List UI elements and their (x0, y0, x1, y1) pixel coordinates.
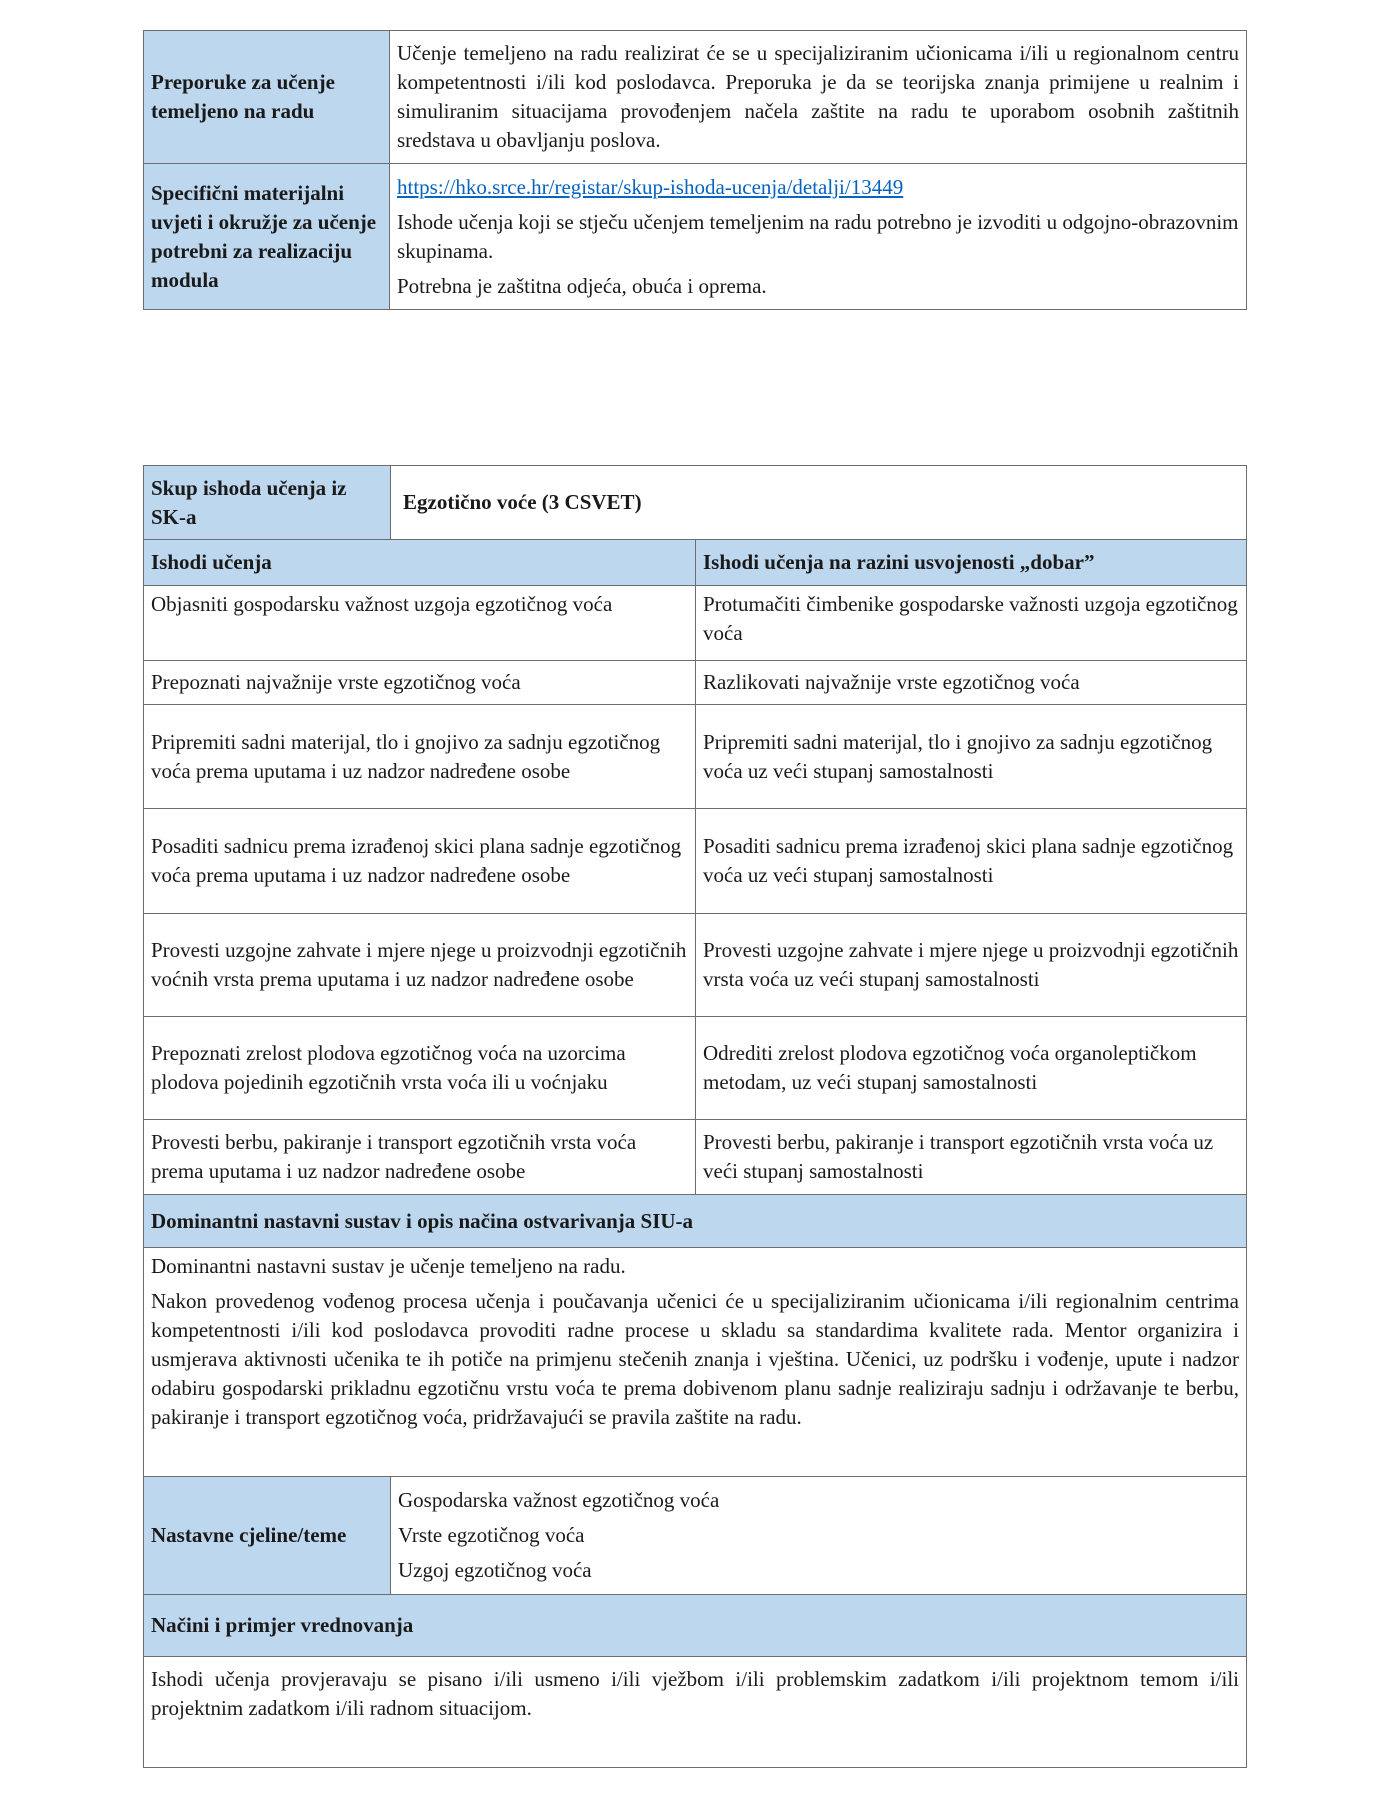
row-label: Preporuke za učenje temeljeno na radu (144, 31, 390, 164)
unit-item: Gospodarska važnost egzotičnog voća (398, 1488, 720, 1512)
unit-item: Uzgoj egzotičnog voća (398, 1558, 592, 1582)
unit-item: Vrste egzotičnog voća (398, 1523, 585, 1547)
evaluation-text: Ishodi učenja provjeravaju se pisano i/ili usmeno i/ili vježbom i/ili problemskim zadatkom i/ili projektnom temom i/ili projektnim zadatkom i/ili radnom situacijom. (144, 1657, 1247, 1768)
dominant-description (144, 1248, 1247, 1477)
outcome: Provesti uzgojne zahvate i mjere njege u proizvodnji egzotičnih voćnih vrsta prema uputama i uz nadzor nadređene osobe (144, 914, 696, 1017)
outcome: Objasniti gospodarsku važnost uzgoja egzotičnog voća (144, 586, 696, 661)
outcome: Prepoznati najvažnije vrste egzotičnog voća (144, 661, 696, 705)
outcome-good: Odrediti zrelost plodova egzotičnog voća organoleptičkom metodam, uz veći stupanj samostalnosti (696, 1017, 1247, 1120)
outcome-good: Provesti berbu, pakiranje i transport egzotičnih vrsta voća uz veći stupanj samostalnosti (696, 1120, 1247, 1195)
col1-header: Ishodi učenja (144, 540, 696, 586)
outcome-good: Provesti uzgojne zahvate i mjere njege u proizvodnji egzotičnih vrsta voća uz veći stupanj samostalnosti (696, 914, 1247, 1017)
paragraph: Nakon provedenog vođenog procesa učenja i poučavanja učenici će u specijaliziranim učionicama i/ili regionalnim centrima kompetentnosti i/ili kod poslodavca provoditi radne procese u skladu sa standardima kvalitete rada. Mentor organizira i usmjerava aktivnosti učenika te ih potiče na primjenu stečenih znanja i vještina. Učenici, uz podršku i vođenje, upute i nadzor odabiru gospodarski prikladnu egzotičnu vrstu voća te prema dobivenom planu sadnje realiziraju sadnju i održavanje te berbu, pakiranje i transport egzotičnog voća, pridržavajući se pravila zaštite na radu. (151, 1289, 1239, 1429)
outcome-good: Posaditi sadnicu prema izrađenoj skici plana sadnje egzotičnog voća uz veći stupanj samostalnosti (696, 809, 1247, 914)
col2-header: Ishodi učenja na razini usvojenosti „dobar” (696, 540, 1247, 586)
outcome: Pripremiti sadni materijal, tlo i gnojivo za sadnju egzotičnog voća prema uputama i uz nadzor nadređene osobe (144, 705, 696, 809)
paragraph: Dominantni nastavni sustav je učenje temeljeno na radu. (151, 1254, 626, 1278)
learning-outcomes-table (143, 465, 1247, 1768)
outcome-good: Razlikovati najvažnije vrste egzotičnog voća (696, 661, 1247, 705)
dominant-header: Dominantni nastavni sustav i opis načina ostvarivanja SIU-a (144, 1195, 1247, 1248)
units-label: Nastavne cjeline/teme (144, 1477, 391, 1595)
registry-link[interactable]: https://hko.srce.hr/registar/skup-ishoda-ucenja/detalji/13449 (397, 174, 904, 199)
module-conditions-table (143, 30, 1247, 310)
siu-label: Skup ishoda učenja iz SK-a (144, 466, 391, 540)
row-label: Specifični materijalni uvjeti i okružje za učenje potrebni za realizaciju modula (144, 164, 390, 310)
outcome-good: Protumačiti čimbenike gospodarske važnosti uzgoja egzotičnog voća (696, 586, 1247, 661)
outcome: Posaditi sadnicu prema izrađenoj skici plana sadnje egzotičnog voća prema uputama i uz nadzor nadređene osobe (144, 809, 696, 914)
row-content (390, 164, 1247, 310)
paragraph: Potrebna je zaštitna odjeća, obuća i oprema. (397, 273, 767, 298)
outcome: Prepoznati zrelost plodova egzotičnog voća na uzorcima plodova pojedinih egzotičnih vrsta voća ili u voćnjaku (144, 1017, 696, 1120)
evaluation-header: Načini i primjer vrednovanja (144, 1595, 1247, 1657)
outcome-good: Pripremiti sadni materijal, tlo i gnojivo za sadnju egzotičnog voća uz veći stupanj samostalnosti (696, 705, 1247, 809)
siu-value: Egzotično voće (3 CSVET) (391, 466, 1247, 540)
units-list (391, 1477, 1247, 1595)
outcome: Provesti berbu, pakiranje i transport egzotičnih vrsta voća prema uputama i uz nadzor nadređene osobe (144, 1120, 696, 1195)
paragraph: Ishode učenja koji se stječu učenjem temeljenim na radu potrebno je izvoditi u odgojno-obrazovnim skupinama. (397, 209, 1239, 263)
row-text: Učenje temeljeno na radu realizirat će se u specijaliziranim učionicama i/ili u regionalnom centru kompetentnosti i/ili kod poslodavca. Preporuka je da se teorijska znanja primijene u realnim i simuliranim situacijama provođenjem načela zaštite na radu te uporabom osobnih zaštitnih sredstava u obavljanju poslova. (390, 31, 1247, 164)
